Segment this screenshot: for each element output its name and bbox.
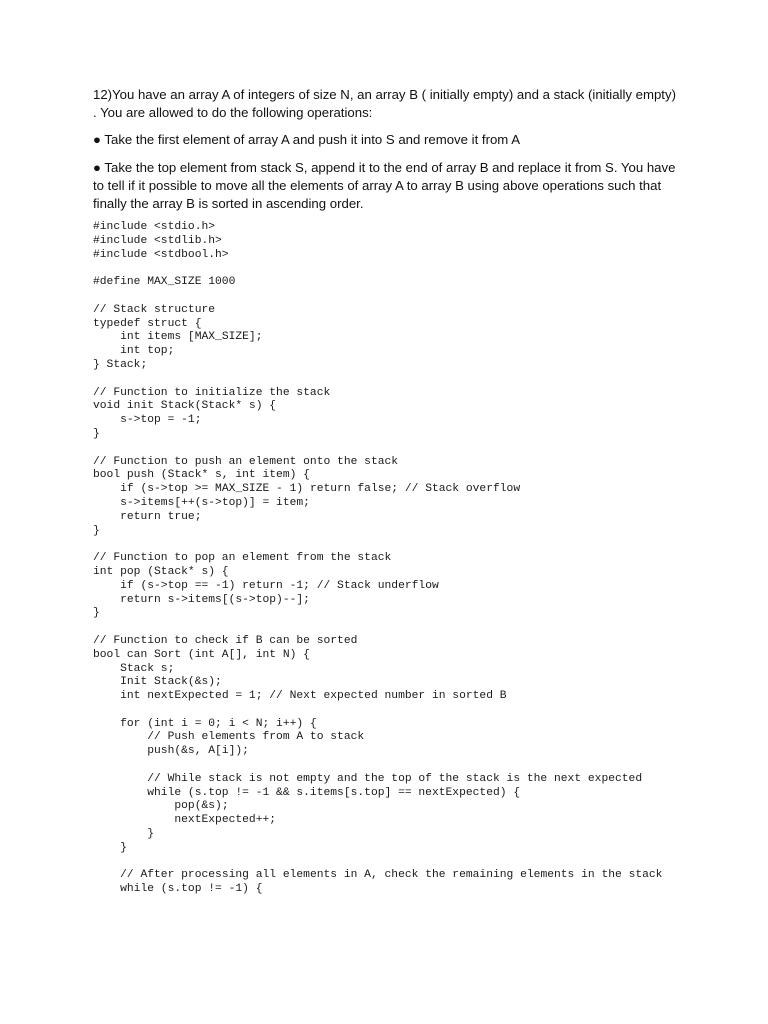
code-listing: #include <stdio.h> #include <stdlib.h> #include <stdbool.h> #define MAX_SIZE 1000 // Stack structure typedef struct { int items [MAX_SIZE]; int top; } Stack; // Function to initialize the stack void init Stack(Stack* s) { s->top = -1; } // Function to push an element onto the stack bool push (Stack* s, int item) { if (s->top >= MAX_SIZE - 1) return false; // Stack overflow s->items[++(s->top)] = item; return true; } // Function to pop an element from the stack int pop (Stack* s) { if (s->top == -1) return -1; // Stack underflow return s->items[(s->top)--]; } // Function to check if B can be sorted bool can Sort (int A[], int N) { Stack s; Init Stack(&s); int nextExpected = 1; // Next expected number in sorted B for (int i = 0; i < N; i++) { // Push elements from A to stack push(&s, A[i]); // While stack is not empty and the top of the stack is the next expected while (s.top != -1 && s.items[s.top] == nextExpected) { pop(&s); nextExpected++; } } // After processing all elements in A, check the remaining elements in the stack while (s.top != -1) {: [93, 221, 663, 896]
question-text: 12)You have an array A of integers of size N, an array B ( initially empty) and a stack (initially empty) . You are allowed to do the following operations:: [93, 87, 676, 120]
operation-1-text: ● Take the first element of array A and push it into S and remove it from A: [93, 132, 521, 147]
operation-2-text: ● Take the top element from stack S, append it to the end of array B and replace it from S. You have to tell if it possible to move all the elements of array A to array B using above operations such that finally the array B is sorted in ascending order.: [93, 160, 676, 211]
